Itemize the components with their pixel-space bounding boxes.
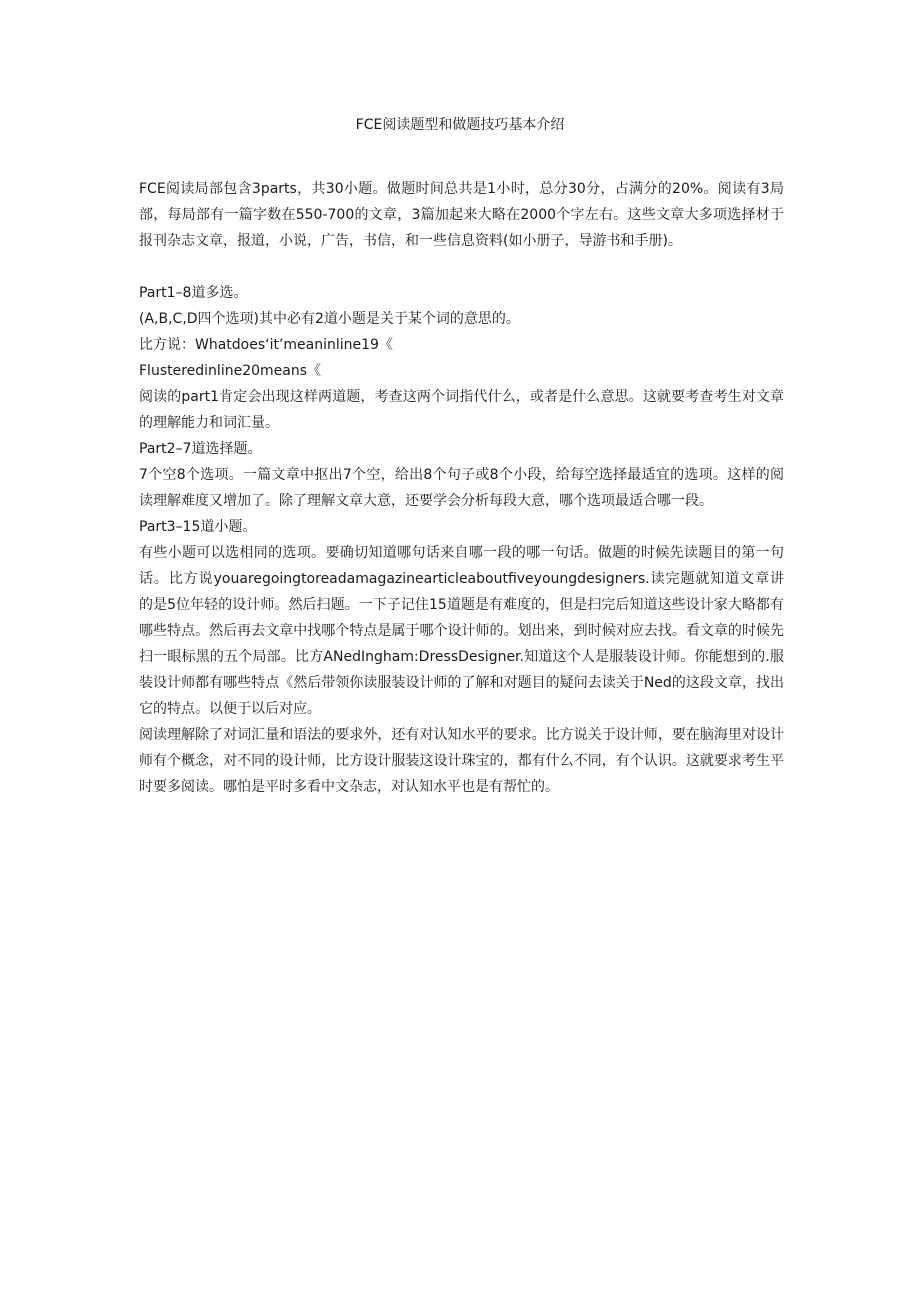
paragraph-spacer: [139, 254, 784, 280]
document-body: [139, 176, 784, 800]
part2-heading: Part2–7道选择题。: [139, 441, 262, 457]
page-title: FCE阅读题型和做题技巧基本介绍: [355, 117, 565, 133]
intro-paragraph: FCE阅读局部包含3parts，共30小题。做题时间总共是1小时，总分30分，占满分的20%。阅读有3局部，每局部有一篇字数在550-700的文章，3篇加起来大略在2000个字左右。这些文章大多项选择材于报刊杂志文章，报道，小说，广告，书信，和一些信息资料(如小册子，导游书和手册)。: [139, 181, 784, 249]
part2-explanation: 7个空8个选项。一篇文章中抠出7个空，给出8个句子或8个小段，给每空选择最适宜的选项。这样的阅读理解难度又增加了。除了理解文章大意，还要学会分析每段大意，哪个选项最适合哪一段。: [139, 467, 784, 509]
part1-example-1: 比方说：Whatdoes‘it’meaninline19《: [139, 337, 393, 353]
part1-options-note: (A,B,C,D四个选项)其中必有2道小题是关于某个词的意思的。: [139, 311, 520, 327]
part1-explanation: 阅读的part1肯定会出现这样两道题，考查这两个词指代什么，或者是什么意思。这就要考查考生对文章的理解能力和词汇量。: [139, 389, 784, 431]
part3-explanation: 有些小题可以选相同的选项。要确切知道哪句话来自哪一段的哪一句话。做题的时候先读题目的第一句话。比方说youaregoingtoreadamagazinearticleaboutfiveyoungdesigners.读完题就知道文章讲的是5位年轻的设计师。然后扫题。一下子记住15道题是有难度的，但是扫完后知道这些设计家大略都有哪些特点。然后再去文章中找哪个特点是属于哪个设计师的。划出来，到时候对应去找。看文章的时候先扫一眼标黑的五个局部。比方ANedIngham:DressDesigner.知道这个人是服装设计师。你能想到的.服装设计师都有哪些特点《然后带领你读服装设计师的了解和对题目的疑问去读关于Ned的这段文章，找出它的特点。以便于以后对应。: [139, 545, 784, 717]
part3-heading: Part3–15道小题。: [139, 519, 257, 535]
part1-heading: Part1–8道多选。: [139, 285, 248, 301]
conclusion-paragraph: 阅读理解除了对词汇量和语法的要求外，还有对认知水平的要求。比方说关于设计师，要在脑海里对设计师有个概念，对不同的设计师，比方设计服装这设计珠宝的，都有什么不同，有个认识。这就要求考生平时要多阅读。哪怕是平时多看中文杂志，对认知水平也是有帮忙的。: [139, 727, 784, 795]
part1-example-2: Flusteredinline20means《: [139, 363, 321, 379]
